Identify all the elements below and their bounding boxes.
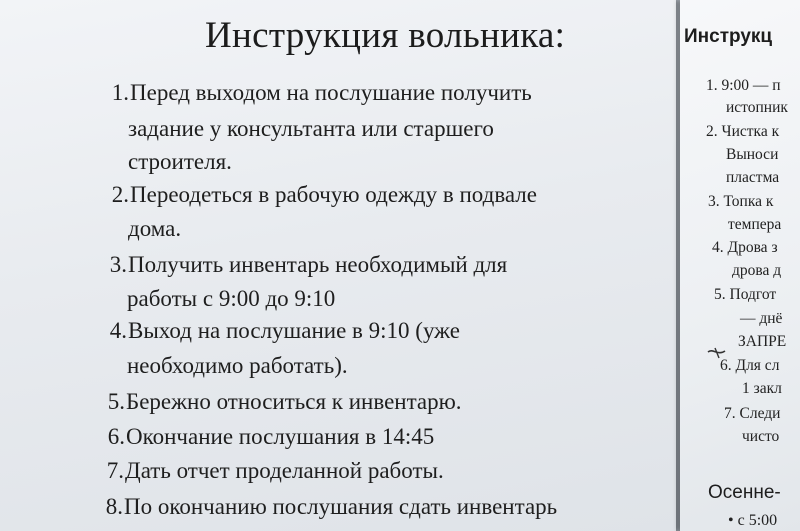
- right-line: 4. Дрова з: [712, 239, 778, 256]
- item-text: Бережно относиться к инвентарю.: [126, 389, 462, 414]
- right-line: 5. Подгот: [714, 286, 777, 303]
- instruction-item-2-line-2: дома.: [128, 216, 182, 241]
- item-number: 4.: [109, 318, 127, 343]
- instruction-item-7: [106, 458, 444, 484]
- item-number: 1.: [111, 80, 129, 105]
- item-text: Выход на послушание в 9:10 (уже: [128, 318, 460, 343]
- item-text: Окончание послушания в 14:45: [126, 424, 435, 449]
- right-line: 3. Топка к: [708, 193, 774, 210]
- right-line: ЗАПРЕ: [738, 333, 787, 350]
- instruction-item-5: [107, 389, 462, 415]
- right-line: 6. Для сл: [720, 357, 780, 374]
- item-text: Переодеться в рабочую одежду в подвале: [130, 182, 537, 207]
- section-title: Осенне-: [708, 482, 781, 503]
- instruction-item-3: [109, 252, 508, 278]
- item-text: Дать отчет проделанной работы.: [125, 458, 444, 483]
- instruction-item-4: [109, 318, 460, 344]
- instruction-item-6: [107, 424, 435, 450]
- item-number: 5.: [107, 389, 125, 414]
- item-number: 8.: [105, 494, 123, 519]
- item-text: По окончанию послушания сдать инвентарь: [124, 494, 558, 519]
- pen-mark-icon: [706, 346, 728, 360]
- bullet-line: • с 5:00: [728, 512, 778, 529]
- right-line: Выноси: [726, 146, 779, 163]
- right-line: — днё: [740, 310, 783, 327]
- right-line: 1. 9:00 — п: [706, 77, 781, 94]
- right-line: дрова д: [732, 262, 782, 279]
- right-line: чисто: [742, 428, 780, 445]
- right-line: темпера: [728, 216, 782, 233]
- right-line: 1 закл: [742, 380, 782, 397]
- item-number: 7.: [106, 458, 124, 483]
- right-line: 2. Чистка к: [706, 123, 780, 140]
- instruction-sheet-right: [680, 0, 800, 531]
- instruction-item-8: [105, 494, 558, 520]
- instruction-item-1-line-2: задание у консультанта или старшего: [128, 116, 494, 141]
- sheet-title: Инструкц: [684, 26, 773, 47]
- item-number: 2.: [111, 182, 129, 207]
- right-line: пластма: [726, 169, 780, 186]
- item-number: 6.: [107, 424, 125, 449]
- item-text: Получить инвентарь необходимый для: [128, 252, 508, 277]
- instruction-item-1-line-3: строителя.: [128, 149, 232, 174]
- sheet-title: Инструкция вольника:: [205, 15, 566, 56]
- item-number: 3.: [109, 252, 127, 277]
- instruction-item-1: [111, 80, 532, 106]
- instruction-item-2: [111, 182, 537, 208]
- right-line: истопник: [726, 99, 788, 116]
- instruction-item-4-line-2: необходимо работать).: [127, 353, 348, 378]
- item-text: Перед выходом на послушание получить: [130, 80, 532, 105]
- right-line: 7. Следи: [724, 405, 781, 422]
- instruction-item-3-line-2: работы с 9:00 до 9:10: [127, 286, 336, 311]
